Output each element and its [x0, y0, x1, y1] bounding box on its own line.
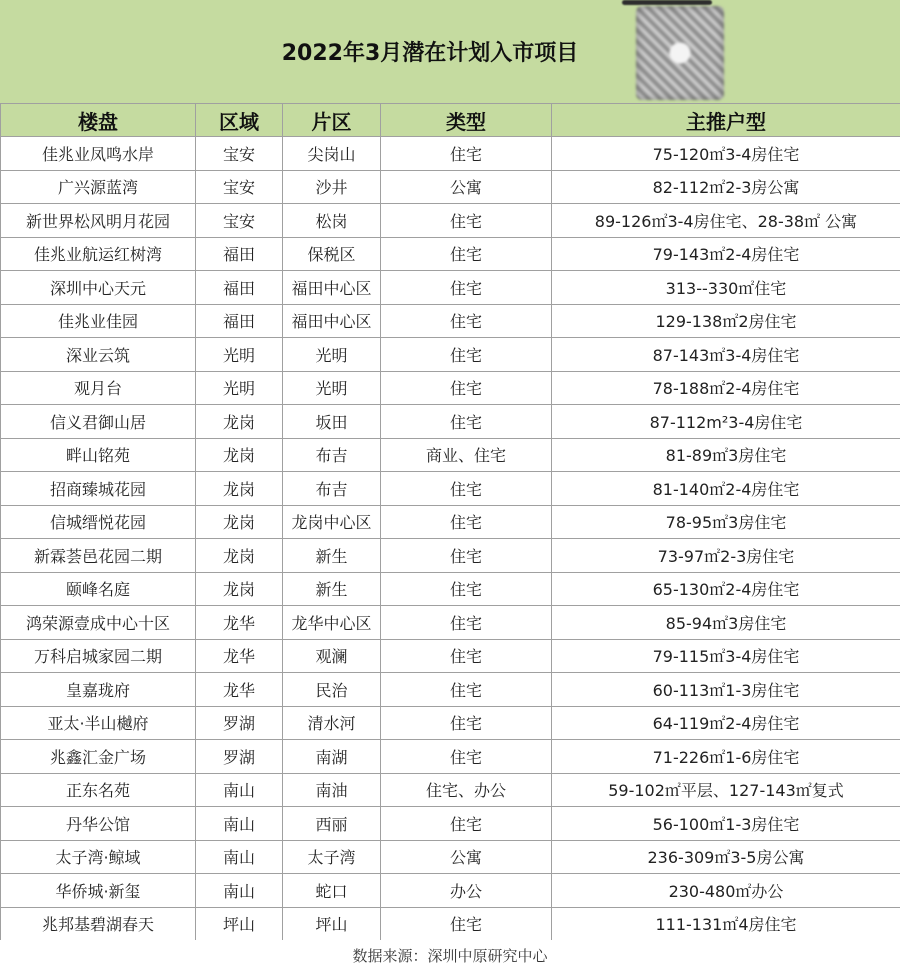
- cell-main-units: 79-143㎡2-4房住宅: [552, 237, 900, 271]
- cell-type: 住宅: [381, 907, 552, 941]
- cell-project: 佳兆业佳园: [1, 304, 196, 338]
- cell-area: 坪山: [283, 907, 381, 941]
- cell-project: 鸿荣源壹成中心十区: [1, 606, 196, 640]
- cell-main-units: 59-102㎡平层、127-143㎡复式: [552, 773, 900, 807]
- cell-type: 住宅: [381, 204, 552, 238]
- cell-district: 罗湖: [196, 740, 283, 774]
- cell-main-units: 89-126㎡3-4房住宅、28-38㎡ 公寓: [552, 204, 900, 238]
- cell-area: 清水河: [283, 706, 381, 740]
- table-row: [1, 304, 900, 338]
- table-row: [1, 874, 900, 908]
- header-district: 区域: [196, 104, 283, 137]
- cell-type: 住宅、办公: [381, 773, 552, 807]
- table-row: [1, 338, 900, 372]
- cell-type: 住宅: [381, 271, 552, 305]
- cell-area: 沙井: [283, 170, 381, 204]
- cell-project: 佳兆业航运红树湾: [1, 237, 196, 271]
- cell-district: 龙岗: [196, 572, 283, 606]
- cell-type: 住宅: [381, 606, 552, 640]
- table-row: [1, 807, 900, 841]
- cell-district: 龙岗: [196, 472, 283, 506]
- cell-main-units: 81-140㎡2-4房住宅: [552, 472, 900, 506]
- cell-district: 龙华: [196, 606, 283, 640]
- cell-main-units: 60-113㎡1-3房住宅: [552, 673, 900, 707]
- cell-district: 罗湖: [196, 706, 283, 740]
- cell-district: 南山: [196, 874, 283, 908]
- cell-area: 太子湾: [283, 840, 381, 874]
- cell-project: 兆鑫汇金广场: [1, 740, 196, 774]
- cell-main-units: 73-97㎡2-3房住宅: [552, 539, 900, 573]
- cell-area: 龙华中心区: [283, 606, 381, 640]
- cell-area: 民治: [283, 673, 381, 707]
- cell-area: 观澜: [283, 639, 381, 673]
- cell-main-units: 85-94㎡3房住宅: [552, 606, 900, 640]
- cell-main-units: 313--330㎡住宅: [552, 271, 900, 305]
- cell-project: 招商臻城花园: [1, 472, 196, 506]
- cell-type: 住宅: [381, 673, 552, 707]
- table-row: [1, 371, 900, 405]
- cell-project: 万科启城家园二期: [1, 639, 196, 673]
- cell-type: 住宅: [381, 405, 552, 439]
- cell-area: 松岗: [283, 204, 381, 238]
- cell-area: 南油: [283, 773, 381, 807]
- header-row: [1, 104, 900, 137]
- table-row: [1, 204, 900, 238]
- cell-main-units: 87-112m²3-4房住宅: [552, 405, 900, 439]
- cell-area: 光明: [283, 371, 381, 405]
- cell-project: 皇嘉珑府: [1, 673, 196, 707]
- table-row: [1, 539, 900, 573]
- cell-district: 南山: [196, 807, 283, 841]
- cell-type: 住宅: [381, 304, 552, 338]
- cell-type: 住宅: [381, 572, 552, 606]
- cell-type: 住宅: [381, 137, 552, 171]
- cell-type: 住宅: [381, 505, 552, 539]
- cell-district: 宝安: [196, 170, 283, 204]
- cell-main-units: 82-112㎡2-3房公寓: [552, 170, 900, 204]
- table-row: [1, 606, 900, 640]
- data-source-note: 数据来源：深圳中原研究中心: [0, 940, 900, 971]
- cell-type: 办公: [381, 874, 552, 908]
- cell-district: 光明: [196, 338, 283, 372]
- cell-project: 华侨城·新玺: [1, 874, 196, 908]
- cell-district: 龙岗: [196, 539, 283, 573]
- cell-type: 住宅: [381, 539, 552, 573]
- table-row: [1, 706, 900, 740]
- table-row: [1, 237, 900, 271]
- cell-area: 蛇口: [283, 874, 381, 908]
- cell-district: 坪山: [196, 907, 283, 941]
- cell-project: 佳兆业凤鸣水岸: [1, 137, 196, 171]
- cell-type: 住宅: [381, 807, 552, 841]
- cell-district: 龙岗: [196, 405, 283, 439]
- cell-main-units: 79-115㎡3-4房住宅: [552, 639, 900, 673]
- table-row: [1, 740, 900, 774]
- table-row: [1, 170, 900, 204]
- cell-area: 新生: [283, 572, 381, 606]
- cell-area: 南湖: [283, 740, 381, 774]
- cell-main-units: 236-309㎡3-5房公寓: [552, 840, 900, 874]
- cell-project: 亚太·半山樾府: [1, 706, 196, 740]
- table-row: [1, 572, 900, 606]
- cell-area: 坂田: [283, 405, 381, 439]
- cell-main-units: 75-120㎡3-4房住宅: [552, 137, 900, 171]
- cell-district: 宝安: [196, 204, 283, 238]
- cell-area: 新生: [283, 539, 381, 573]
- table-row: [1, 405, 900, 439]
- table-row: [1, 271, 900, 305]
- cell-main-units: 111-131㎡4房住宅: [552, 907, 900, 941]
- cell-district: 福田: [196, 304, 283, 338]
- cell-area: 福田中心区: [283, 271, 381, 305]
- table-row: [1, 907, 900, 941]
- cell-main-units: 87-143㎡3-4房住宅: [552, 338, 900, 372]
- cell-district: 南山: [196, 840, 283, 874]
- cell-district: 福田: [196, 237, 283, 271]
- cell-project: 太子湾·鲸域: [1, 840, 196, 874]
- cell-area: 福田中心区: [283, 304, 381, 338]
- table-title: 2022年3月潜在计划入市项目: [281, 41, 579, 66]
- header-area: 片区: [283, 104, 381, 137]
- cell-area: 光明: [283, 338, 381, 372]
- cell-project: 新霖荟邑花园二期: [1, 539, 196, 573]
- cell-main-units: 230-480㎡办公: [552, 874, 900, 908]
- cell-type: 住宅: [381, 472, 552, 506]
- cell-area: 布吉: [283, 472, 381, 506]
- cell-project: 广兴源蓝湾: [1, 170, 196, 204]
- cell-type: 住宅: [381, 706, 552, 740]
- table-row: [1, 840, 900, 874]
- projects-table: [0, 103, 900, 941]
- cell-main-units: 78-188㎡2-4房住宅: [552, 371, 900, 405]
- cell-main-units: 78-95㎡3房住宅: [552, 505, 900, 539]
- cell-project: 畔山铭苑: [1, 438, 196, 472]
- cell-district: 龙岗: [196, 438, 283, 472]
- cell-area: 西丽: [283, 807, 381, 841]
- table-row: [1, 773, 900, 807]
- cell-main-units: 56-100㎡1-3房住宅: [552, 807, 900, 841]
- cell-project: 信城缙悦花园: [1, 505, 196, 539]
- cell-main-units: 81-89㎡3房住宅: [552, 438, 900, 472]
- cell-main-units: 64-119㎡2-4房住宅: [552, 706, 900, 740]
- cell-type: 公寓: [381, 840, 552, 874]
- cell-project: 深业云筑: [1, 338, 196, 372]
- cell-type: 住宅: [381, 740, 552, 774]
- cell-project: 深圳中心天元: [1, 271, 196, 305]
- cell-type: 住宅: [381, 371, 552, 405]
- cell-project: 新世界松风明月花园: [1, 204, 196, 238]
- table-row: [1, 472, 900, 506]
- cell-type: 住宅: [381, 237, 552, 271]
- header-project: 楼盘: [1, 104, 196, 137]
- cell-area: 布吉: [283, 438, 381, 472]
- cell-project: 信义君御山居: [1, 405, 196, 439]
- cell-area: 尖岗山: [283, 137, 381, 171]
- table-row: [1, 505, 900, 539]
- header-main-units: 主推户型: [552, 104, 900, 137]
- cell-type: 住宅: [381, 338, 552, 372]
- cell-area: 龙岗中心区: [283, 505, 381, 539]
- cell-main-units: 129-138㎡2房住宅: [552, 304, 900, 338]
- blurred-logo-edge: [622, 0, 712, 5]
- table-row: [1, 639, 900, 673]
- cell-type: 住宅: [381, 639, 552, 673]
- cell-district: 龙岗: [196, 505, 283, 539]
- cell-area: 保税区: [283, 237, 381, 271]
- cell-main-units: 71-226㎡1-6房住宅: [552, 740, 900, 774]
- cell-type: 商业、住宅: [381, 438, 552, 472]
- cell-district: 龙华: [196, 639, 283, 673]
- cell-district: 宝安: [196, 137, 283, 171]
- table-row: [1, 673, 900, 707]
- table-body: [1, 137, 900, 941]
- cell-project: 兆邦基碧湖春天: [1, 907, 196, 941]
- cell-project: 颐峰名庭: [1, 572, 196, 606]
- table-row: [1, 438, 900, 472]
- blurred-logo: [636, 6, 724, 100]
- header-type: 类型: [381, 104, 552, 137]
- cell-project: 观月台: [1, 371, 196, 405]
- cell-district: 光明: [196, 371, 283, 405]
- cell-project: 正东名苑: [1, 773, 196, 807]
- cell-district: 龙华: [196, 673, 283, 707]
- cell-district: 福田: [196, 271, 283, 305]
- cell-project: 丹华公馆: [1, 807, 196, 841]
- cell-type: 公寓: [381, 170, 552, 204]
- cell-main-units: 65-130㎡2-4房住宅: [552, 572, 900, 606]
- table-row: [1, 137, 900, 171]
- title-band: [0, 0, 900, 104]
- cell-district: 南山: [196, 773, 283, 807]
